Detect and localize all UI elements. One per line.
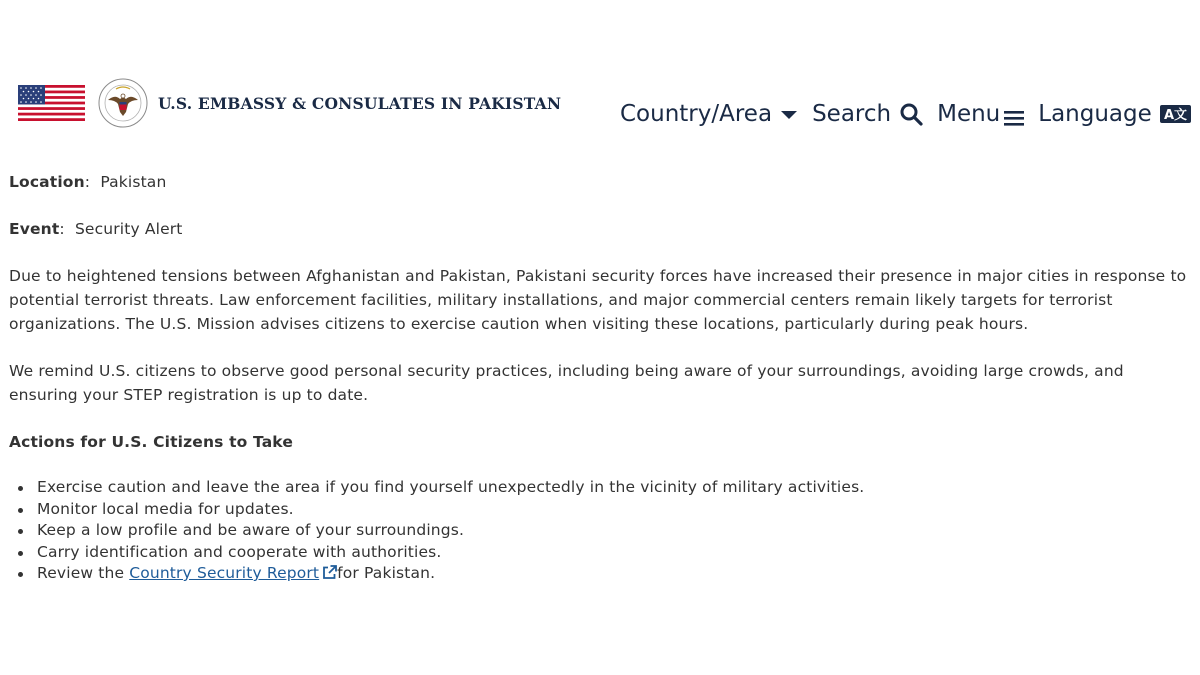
review-prefix: Review the xyxy=(37,564,130,582)
language-label: Language xyxy=(1038,101,1152,127)
event-line: Event: Security Alert xyxy=(9,220,183,238)
site-header xyxy=(0,70,1200,150)
event-label: Event xyxy=(9,220,60,238)
alert-paragraph-2: We remind U.S. citizens to observe good personal security practices, including being aware of your surroundings, avoiding large crowds, and ensuring your STEP registration is up to date. xyxy=(9,362,1124,404)
caret-down-icon xyxy=(780,109,798,119)
list-item: Keep a low profile and be aware of your surroundings. xyxy=(37,520,1194,542)
search-label: Search xyxy=(812,101,892,127)
us-flag-icon xyxy=(18,85,85,121)
list-item: Carry identification and cooperate with authorities. xyxy=(37,542,1194,564)
link-text: Country Security Report xyxy=(129,564,320,582)
alert-content xyxy=(9,170,1194,585)
list-item: Monitor local media for updates. xyxy=(37,499,1194,521)
search-icon xyxy=(899,102,923,126)
main-nav xyxy=(620,96,1191,132)
language-selector[interactable] xyxy=(1038,101,1191,127)
site-title[interactable]: U.S. EMBASSY & CONSULATES IN PAKISTAN xyxy=(158,94,562,113)
list-item: Exercise caution and leave the area if you find yourself unexpectedly in the vicinity of military activities. xyxy=(37,477,1194,499)
country-area-label: Country/Area xyxy=(620,101,773,127)
translate-icon-text: A文 xyxy=(1163,108,1187,123)
actions-list xyxy=(9,477,1194,585)
alert-paragraph-1: Due to heightened tensions between Afghanistan and Pakistan, Pakistani security forces have increased their presence in major cities in response to potential terrorist threats. Law enforcement facilities, military installations, and major commercial centers remain likely targets for terrorist organizations. The U.S. Mission advises citizens to exercise caution when visiting these locations, particularly during peak hours. xyxy=(9,267,1187,333)
review-suffix: for Pakistan. xyxy=(337,564,436,582)
search-button[interactable] xyxy=(812,101,923,127)
state-department-seal-icon xyxy=(98,78,148,128)
actions-heading: Actions for U.S. Citizens to Take xyxy=(9,433,294,451)
menu-button[interactable] xyxy=(937,101,1024,127)
country-area-dropdown[interactable] xyxy=(620,101,798,127)
country-security-report-link[interactable] xyxy=(129,564,337,582)
location-line: Location: Pakistan xyxy=(9,173,167,191)
external-link-icon xyxy=(322,565,337,580)
location-value: Pakistan xyxy=(100,173,167,191)
hamburger-menu-icon xyxy=(1004,109,1024,127)
list-item xyxy=(37,563,1194,585)
event-value: Security Alert xyxy=(74,220,183,238)
translate-icon xyxy=(1160,104,1191,124)
menu-label: Menu xyxy=(937,101,1001,127)
location-label: Location xyxy=(9,173,85,191)
